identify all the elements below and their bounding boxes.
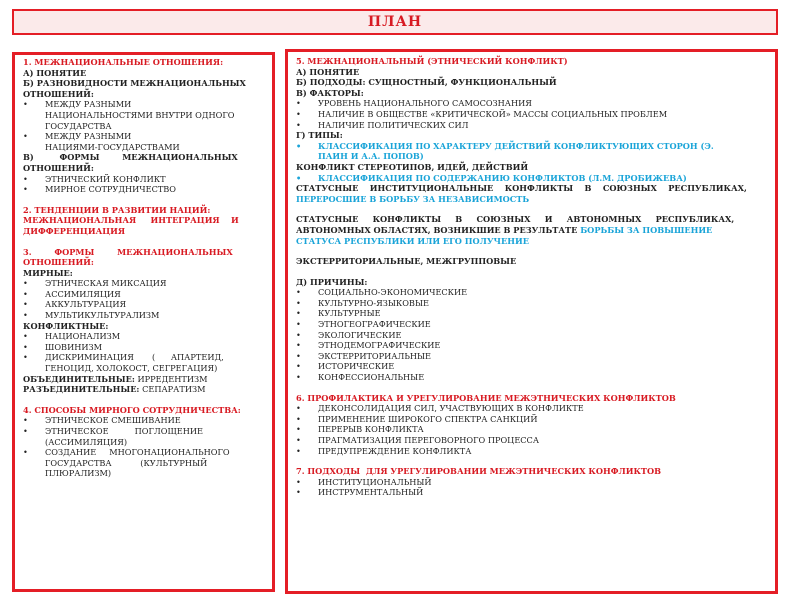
section-2-line3: ДИФФЕРЕНЦИАЦИЯ [23,225,126,236]
s1-forms-line1: В) ФОРМЫ МЕЖНАЦИОНАЛЬНЫХ [23,152,238,163]
bullet-icon: • [296,361,301,372]
section-7-title: 7. ПОДХОДЫ ДЛЯ УРЕГУЛИРОВАНИИ МЕЖЭТНИЧЕСКИХ КОНФЛИКТОВ [296,466,662,477]
bullet-icon: • [296,487,301,498]
list-item-text: МЕЖДУ РАЗНЫМИ [45,99,132,110]
list-item: • ДЕКОНСОЛИДАЦИЯ СИЛ, УЧАСТВУЮЩИХ В КОНФЛИКТЕ [296,403,584,414]
bullet-icon: • [296,424,301,435]
list-item [23,99,266,131]
stereotype-conflict: КОНФЛИКТ СТЕРЕОТИПОВ, ИДЕЙ, ДЕЙСТВИЙ [296,161,529,172]
list-item: • КУЛЬТУРНО-ЯЗЫКОВЫЕ [296,297,429,308]
list-item-text: ПАИН И А.А. ПОПОВ) [318,151,424,162]
unifying-label: ОБЪЕДИНИТЕЛЬНЫЕ: [23,373,135,384]
list-item-text: НАЦИОНАЛЬНОСТЯМИ ВНУТРИ ОДНОГО [45,109,235,120]
right-panel [285,49,778,594]
s5-factors: В) ФАКТОРЫ: [296,87,364,98]
list-item: • ЭКОЛОГИЧЕСКИЕ [296,329,402,340]
list-item: • АККУЛЬТУРАЦИЯ [23,299,127,310]
bullet-icon: • [23,352,28,363]
list-item-text: ГОСУДАРСТВА [45,120,112,131]
section-2-title: 2. ТЕНДЕНЦИИ В РАЗВИТИИ НАЦИЙ: [23,204,211,215]
bullet-icon: • [296,119,301,130]
bullet-icon: • [296,340,301,351]
list-item: • ЭТНИЧЕСКИЙ КОНФЛИКТ [23,173,166,184]
bullet-icon: • [296,172,302,183]
list-item: • ШОВИНИЗМ [23,341,102,352]
status-conflict-highlight: БОРЬБЫ ЗА ПОВЫШЕНИЕ [580,224,713,235]
list-item: • ПРАГМАТИЗАЦИЯ ПЕРЕГОВОРНОГО ПРОЦЕССА [296,435,540,445]
list-item-text: ГОСУДАРСТВА (КУЛЬТУРНЫЙ [45,457,208,468]
bullet-icon: • [296,435,301,445]
section-1-title: 1. МЕЖНАЦИОНАЛЬНЫЕ ОТНОШЕНИЯ: [23,57,224,67]
s5-causes: Д) ПРИЧИНЫ: [296,276,368,287]
section-6-title: 6. ПРОФИЛАКТИКА И УРЕГУЛИРОВАНИЕ МЕЖЭТНИЧЕСКИХ КОНФЛИКТОВ [296,392,676,403]
status-conflict-2-line1: СТАТУСНЫЕ КОНФЛИКТЫ В СОЮЗНЫХ И АВТОНОМНЫХ РЕСПУБЛИКАХ, [296,214,735,225]
separating-label: РАЗЪЕДИНИТЕЛЬНЫЕ: [23,384,140,395]
list-item: • ПЕРЕРЫВ КОНФЛИКТА [296,424,424,435]
s5-approaches: Б) ПОДХОДЫ: СУЩНОСТНЫЙ, ФУНКЦИОНАЛЬНЫЙ [296,77,557,88]
page-title: ПЛАН [367,14,423,30]
bullet-icon: • [23,299,28,310]
list-item [23,447,266,479]
bullet-icon: • [296,445,301,456]
bullet-icon: • [23,341,28,352]
bullet-icon: • [23,184,28,195]
list-item [23,131,266,152]
bullet-icon: • [296,403,301,414]
left-panel [12,52,275,592]
section-4-title: 4. СПОСОБЫ МИРНОГО СОТРУДНИЧЕСТВА: [23,404,241,415]
bullet-icon: • [23,447,28,458]
title-banner [12,9,778,35]
bullet-icon: • [296,372,301,383]
bullet-icon: • [296,297,301,308]
list-item: • СОЦИАЛЬНО-ЭКОНОМИЧЕСКИЕ [296,287,468,298]
bullet-icon: • [23,99,28,110]
bullet-icon: • [23,288,28,299]
list-item: • МИРНОЕ СОТРУДНИЧЕСТВО [23,184,177,195]
list-item: • КОНФЕССИОНАЛЬНЫЕ [296,372,425,383]
bullet-icon: • [296,108,301,119]
status-conflict-1-line2: ПЕРЕРОСШИЕ В БОРЬБУ ЗА НЕЗАВИСИМОСТЬ [296,193,530,204]
bullet-icon: • [296,350,301,361]
list-item [23,426,266,447]
list-item [296,141,767,162]
bullet-icon: • [296,287,301,298]
bullet-icon: • [296,308,301,319]
bullet-icon: • [296,329,301,340]
unifying-row [23,374,266,385]
list-item: • НАЛИЧИЕ ПОЛИТИЧЕСКИХ СИЛ [296,119,469,130]
section-3-title-line2: ОТНОШЕНИЙ: [23,257,94,268]
bullet-icon: • [296,476,301,487]
status-conflict-2-line2 [296,225,767,236]
list-item: • ИНСТРУМЕНТАЛЬНЫЙ [296,487,424,498]
section-2-line2: МЕЖНАЦИОНАЛЬНАЯ ИНТЕГРАЦИЯ И [23,215,239,226]
peaceful-label: МИРНЫЕ: [23,267,73,278]
list-item-text: ПЛЮРАЛИЗМ) [45,468,112,479]
bullet-icon: • [23,331,28,342]
list-item-text: КЛАССИФИКАЦИЯ ПО ХАРАКТЕРУ ДЕЙСТВИЙ КОНФЛИКТУЮЩИХ СТОРОН (Э. [318,140,714,151]
list-item-text: СОЗДАНИЕ МНОГОНАЦИОНАЛЬНОГО [45,447,230,458]
list-item: • ПРЕДУПРЕЖДЕНИЕ КОНФЛИКТА [296,445,472,456]
separating-row [23,384,266,395]
list-item: • АССИМИЛЯЦИЯ [23,288,121,299]
list-item [23,352,266,373]
bullet-icon: • [23,426,28,436]
status-conflict-text: АВТОНОМНЫХ ОБЛАСТЯХ, ВОЗНИКШИЕ В РЕЗУЛЬТАТЕ [296,224,581,235]
bullet-icon: • [296,98,301,109]
list-item-text: ДИСКРИМИНАЦИЯ ( АПАРТЕИД, [45,352,224,363]
status-conflict-1-line1: СТАТУСНЫЕ ИНСТИТУЦИОНАЛЬНЫЕ КОНФЛИКТЫ В СОЮЗНЫХ РЕСПУБЛИКАХ, [296,183,747,194]
bullet-icon: • [23,131,28,142]
list-item: • ЭКСТЕРРИТОРИАЛЬНЫЕ [296,350,432,361]
list-item: • УРОВЕНЬ НАЦИОНАЛЬНОГО САМОСОЗНАНИЯ [296,98,532,109]
list-item: • ИСТОРИЧЕСКИЕ [296,361,395,372]
s1-forms-line2: ОТНОШЕНИЙ: [23,162,94,173]
bullet-icon: • [23,415,28,426]
list-item-text: (АССИМИЛЯЦИЯ) [45,436,128,447]
separating-value: СЕПАРАТИЗМ [139,384,206,395]
list-item-text: ЭТНИЧЕСКОЕ ПОГЛОЩЕНИЕ [45,426,204,436]
list-item: • ЭТНОДЕМОГРАФИЧЕСКИЕ [296,340,441,351]
list-item: • ЭТНИЧЕСКАЯ МИКСАЦИЯ [23,278,167,289]
bullet-icon: • [296,413,301,424]
bullet-icon: • [23,310,28,321]
section-3-title: 3. ФОРМЫ МЕЖНАЦИОНАЛЬНЫХ [23,246,233,257]
s1-concept: А) ПОНЯТИЕ [23,67,87,78]
unifying-value: ИРРЕДЕНТИЗМ [134,373,208,384]
conflict-label: КОНФЛИКТНЫЕ: [23,320,109,331]
list-item-text: ГЕНОЦИД, ХОЛОКОСТ, СЕГРЕГАЦИЯ) [45,363,218,374]
status-conflict-2-line3: СТАТУСА РЕСПУБЛИКИ ИЛИ ЕГО ПОЛУЧЕНИЕ [296,235,529,246]
list-item-text: НАЦИЯМИ-ГОСУДАРСТВАМИ [45,141,180,152]
list-item: • ЭТНИЧЕСКОЕ СМЕШИВАНИЕ [23,415,181,426]
bullet-icon: • [296,319,301,330]
s5-concept: А) ПОНЯТИЕ [296,66,360,77]
list-item: • ПРИМЕНЕНИЕ ШИРОКОГО СПЕКТРА САНКЦИЙ [296,413,538,424]
bullet-icon: • [296,140,302,151]
s1-types-line1: Б) РАЗНОВИДНОСТИ МЕЖНАЦИОНАЛЬНЫХ [23,78,246,89]
bullet-icon: • [23,278,28,289]
list-item: • КЛАССИФИКАЦИЯ ПО СОДЕРЖАНИЮ КОНФЛИКТОВ (Л.М. ДРОБИЖЕВА) [296,172,687,183]
list-item: • НАЦИОНАЛИЗМ [23,331,121,342]
list-item-text: МЕЖДУ РАЗНЫМИ [45,131,132,142]
list-item: • КУЛЬТУРНЫЕ [296,308,381,319]
list-item: • ИНСТИТУЦИОНАЛЬНЫЙ [296,476,432,487]
s1-types-line2: ОТНОШЕНИЙ: [23,88,94,99]
s5-types: Г) ТИПЫ: [296,130,343,141]
list-item: • НАЛИЧИЕ В ОБЩЕСТВЕ «КРИТИЧЕСКОЙ» МАССЫ СОЦИАЛЬНЫХ ПРОБЛЕМ [296,108,668,119]
list-item: • ЭТНОГЕОГРАФИЧЕСКИЕ [296,319,431,330]
bullet-icon: • [23,173,28,184]
section-5-title: 5. МЕЖНАЦИОНАЛЬНЫЙ (ЭТНИЧЕСКИЙ КОНФЛИКТ) [296,56,568,66]
list-item: • МУЛЬТИКУЛЬТУРАЛИЗМ [23,310,160,321]
extraterritorial: ЭКСТЕРРИТОРИАЛЬНЫЕ, МЕЖГРУППОВЫЕ [296,256,517,267]
